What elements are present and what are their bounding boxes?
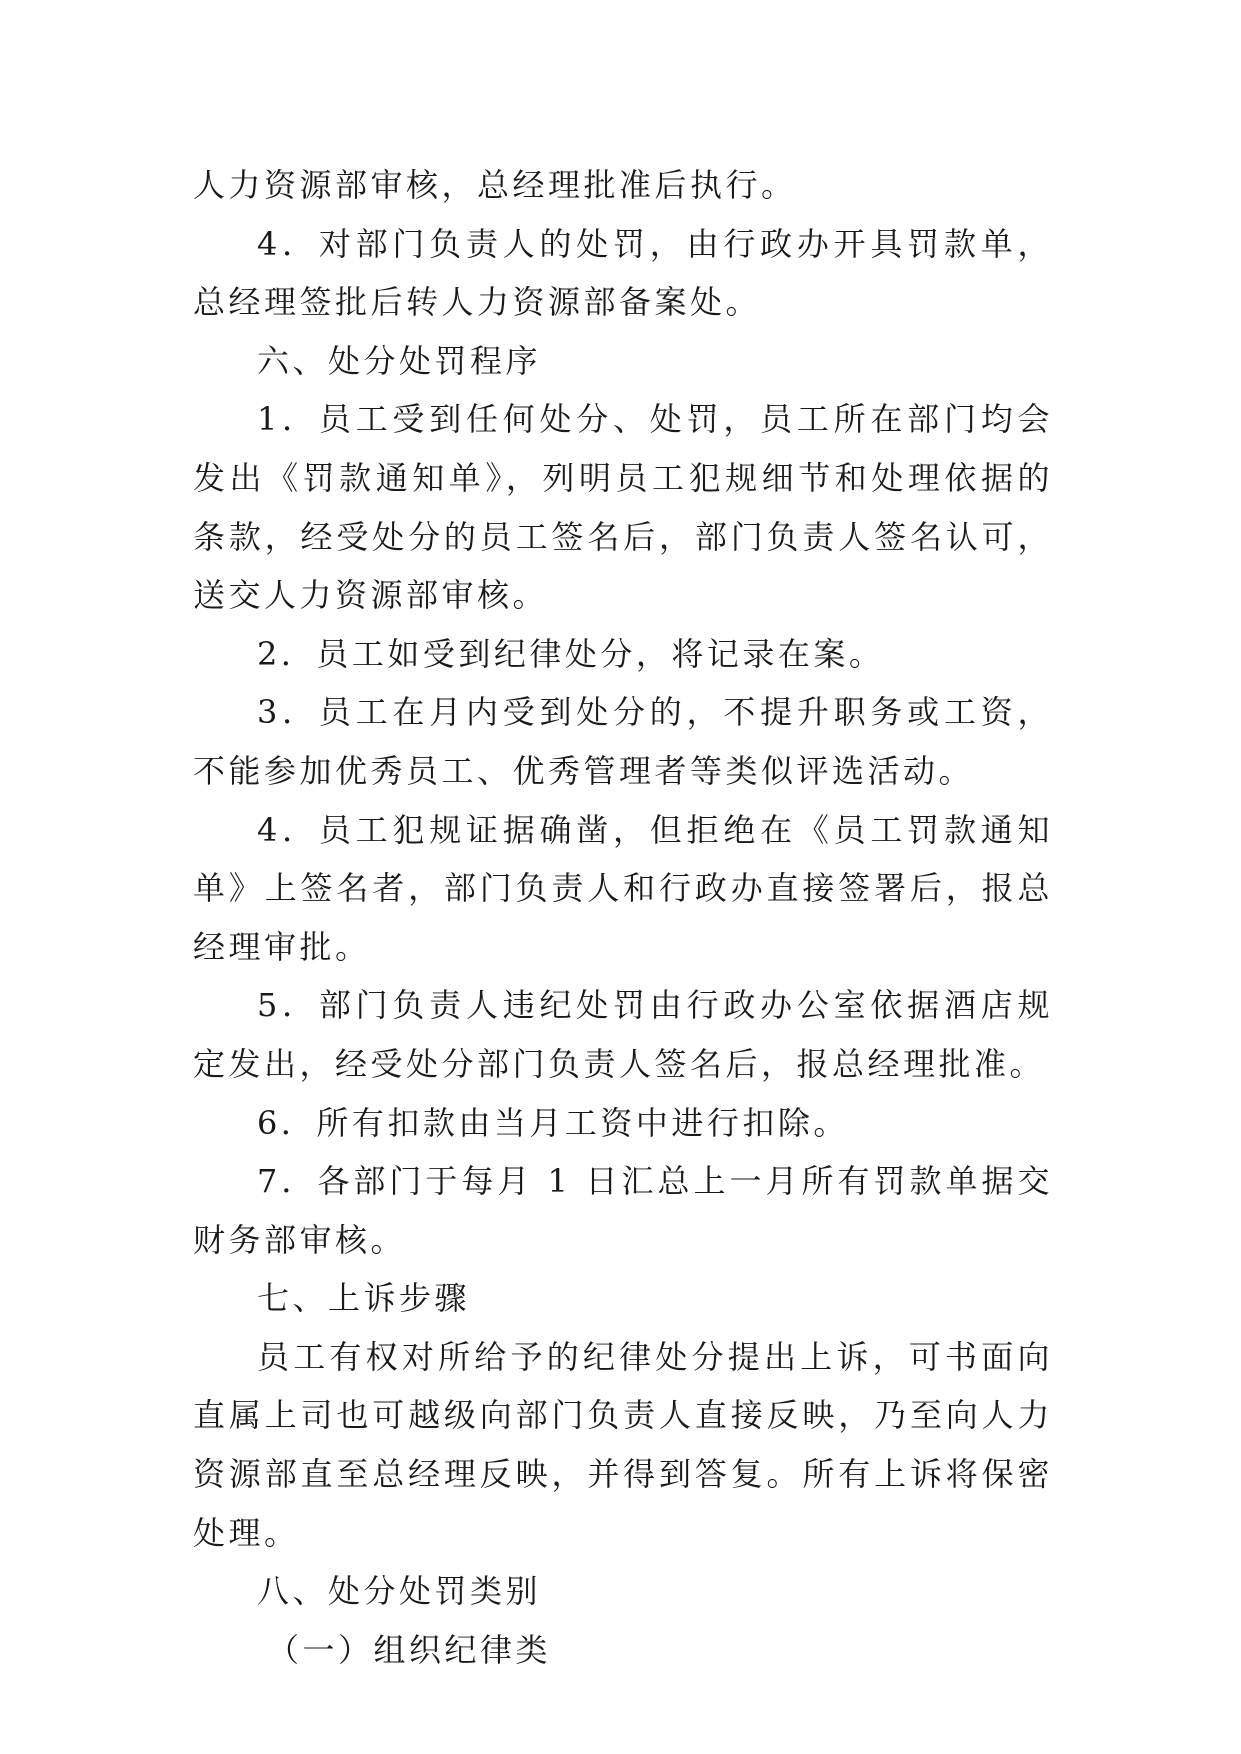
- paragraph-procedure-6: 6．所有扣款由当月工资中进行扣除。: [257, 1103, 849, 1142]
- paragraph-procedure-7: 7．各部门于每月 1 日汇总上一月所有罚款单据交财务部审核。: [193, 1162, 1053, 1259]
- paragraph-procedure-5: 5．部门负责人违纪处罚由行政办公室依据酒店规定发出，经受处分部门负责人签名后，报总经理批准。: [193, 986, 1053, 1083]
- paragraph-appeal: 员工有权对所给予的纪律处分提出上诉，可书面向直属上司也可越级向部门负责人直接反映，乃至向人力资源部直至总经理反映，并得到答复。所有上诉将保密处理。: [193, 1337, 1053, 1552]
- document-body: [193, 156, 1053, 1679]
- subsection-heading-discipline: （一）组织纪律类: [267, 1630, 552, 1669]
- section-heading-categories: 八、处分处罚类别: [257, 1572, 542, 1611]
- paragraph-procedure-4: 4．员工犯规证据确凿，但拒绝在《员工罚款通知单》上签名者，部门负责人和行政办直接签署后，报总经理审批。: [193, 810, 1053, 966]
- paragraph-procedure-1: 1．员工受到任何处分、处罚，员工所在部门均会发出《罚款通知单》，列明员工犯规细节和处理依据的条款，经受处分的员工签名后，部门负责人签名认可，送交人力资源部审核。: [193, 400, 1053, 615]
- section-heading-appeal: 七、上诉步骤: [257, 1279, 471, 1318]
- section-heading-procedure: 六、处分处罚程序: [257, 341, 542, 380]
- paragraph-dept-head-penalty: 4．对部门负责人的处罚，由行政办开具罚款单，总经理签批后转人力资源部备案处。: [193, 224, 1053, 322]
- paragraph-hr-review: 人力资源部审核，总经理批准后执行。: [193, 166, 797, 204]
- paragraph-procedure-2: 2．员工如受到纪律处分，将记录在案。: [257, 634, 885, 673]
- paragraph-procedure-3: 3．员工在月内受到处分的，不提升职务或工资，不能参加优秀员工、优秀管理者等类似评选活动。: [193, 693, 1053, 790]
